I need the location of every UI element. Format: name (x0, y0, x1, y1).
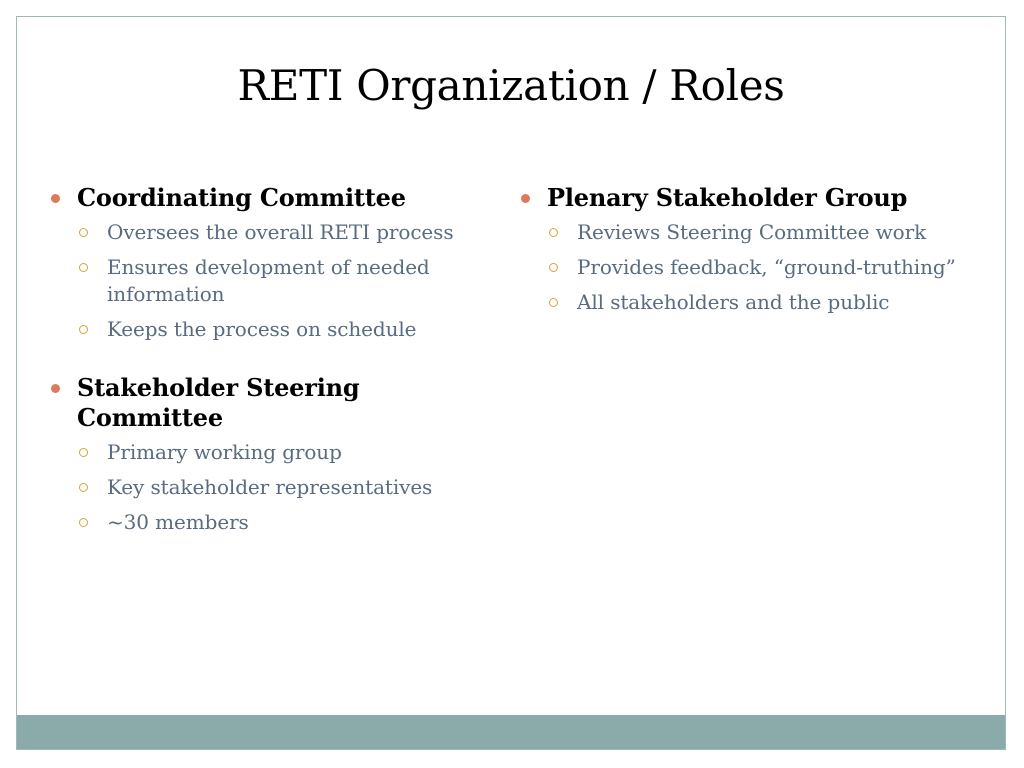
hollow-circle-bullet-icon (549, 263, 558, 272)
sub-bullet-item (47, 254, 477, 308)
sub-bullet-item (517, 289, 957, 316)
bullet-group-stakeholder-steering-committee (47, 373, 477, 536)
hollow-circle-bullet-icon (79, 228, 88, 237)
right-column (517, 183, 957, 346)
sub-bullet-item (47, 316, 477, 343)
sub-bullet-list (47, 219, 477, 343)
bullet-heading-text: Stakeholder Steering Committee (77, 373, 360, 432)
sub-bullet-list (47, 439, 477, 536)
sub-bullet-text: Keeps the process on schedule (107, 317, 417, 341)
sub-bullet-text: All stakeholders and the public (577, 290, 890, 314)
sub-bullet-item (517, 254, 957, 281)
footer-accent-band (17, 715, 1005, 749)
sub-bullet-text: Ensures development of needed information (107, 255, 430, 306)
left-column (47, 183, 477, 566)
slide (16, 16, 1006, 750)
bullet-heading-text: Coordinating Committee (77, 183, 406, 212)
sub-bullet-item (47, 474, 477, 501)
filled-circle-bullet-icon (521, 194, 530, 203)
sub-bullet-text: Provides feedback, “ground-truthing” (577, 255, 956, 279)
bullet-heading (47, 373, 477, 433)
filled-circle-bullet-icon (51, 194, 60, 203)
hollow-circle-bullet-icon (549, 298, 558, 307)
sub-bullet-item (47, 509, 477, 536)
bullet-group-plenary-stakeholder-group (517, 183, 957, 316)
filled-circle-bullet-icon (51, 384, 60, 393)
bullet-group-coordinating-committee (47, 183, 477, 343)
sub-bullet-text: Oversees the overall RETI process (107, 220, 454, 244)
slide-title: RETI Organization / Roles (237, 61, 785, 110)
hollow-circle-bullet-icon (79, 325, 88, 334)
bullet-heading (517, 183, 957, 213)
sub-bullet-text: ~30 members (107, 510, 249, 534)
sub-bullet-item (517, 219, 957, 246)
hollow-circle-bullet-icon (79, 518, 88, 527)
hollow-circle-bullet-icon (79, 263, 88, 272)
hollow-circle-bullet-icon (79, 483, 88, 492)
hollow-circle-bullet-icon (79, 448, 88, 457)
sub-bullet-item (47, 439, 477, 466)
hollow-circle-bullet-icon (549, 228, 558, 237)
bullet-heading-text: Plenary Stakeholder Group (547, 183, 908, 212)
sub-bullet-text: Key stakeholder representatives (107, 475, 433, 499)
sub-bullet-text: Reviews Steering Committee work (577, 220, 927, 244)
sub-bullet-text: Primary working group (107, 440, 342, 464)
bullet-heading (47, 183, 477, 213)
sub-bullet-list (517, 219, 957, 316)
sub-bullet-item (47, 219, 477, 246)
